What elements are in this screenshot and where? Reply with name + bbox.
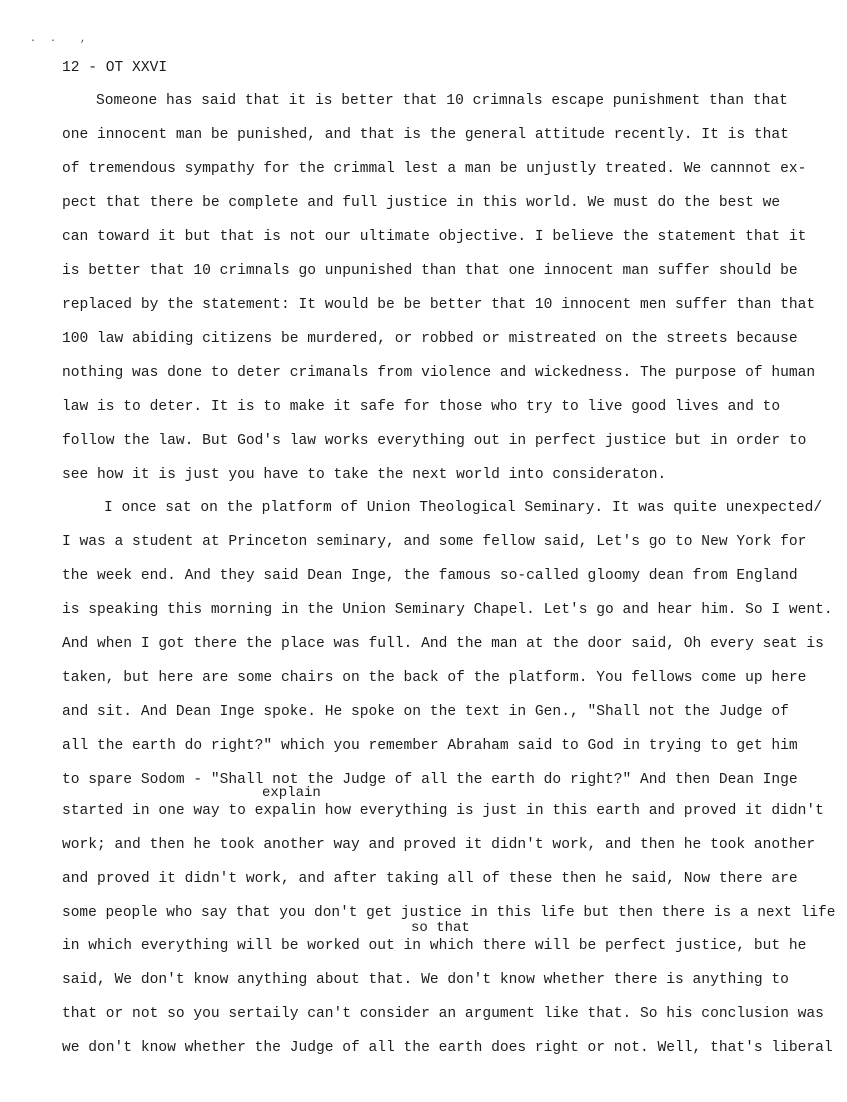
text-line: I once sat on the platform of Union Theological Seminary. It was quite unexpected/ [104, 500, 823, 516]
interlinear-insertion: so that [411, 920, 470, 936]
text-line: Someone has said that it is better that 10 crimnals escape punishment than that [96, 93, 788, 109]
text-line: work; and then he took another way and proved it didn't work, and then he took another [62, 837, 816, 853]
text-line: see how it is just you have to take the next world into consideraton. [62, 467, 667, 483]
text-line: I was a student at Princeton seminary, and some fellow said, Let's go to New York for [62, 534, 807, 550]
margin-marks: . . , [30, 34, 91, 45]
page-header: 12 - OT XXVI [62, 60, 168, 76]
text-line: we don't know whether the Judge of all the earth does right or not. Well, that's liberal [62, 1040, 833, 1056]
text-line: law is to deter. It is to make it safe for those who try to live good lives and to [62, 399, 781, 415]
text-line: started in one way to expalin how everything is just in this earth and proved it didn't [62, 803, 824, 819]
text-line: of tremendous sympathy for the crimmal lest a man be unjustly treated. We cannnot ex- [62, 161, 807, 177]
text-line: is better that 10 crimnals go unpunished than that one innocent man suffer should be [62, 263, 798, 279]
text-line: And when I got there the place was full. And the man at the door said, Oh every seat is [62, 636, 824, 652]
text-line: nothing was done to deter crimanals from violence and wickedness. The purpose of human [62, 365, 816, 381]
text-line: 100 law abiding citizens be murdered, or robbed or mistreated on the streets because [62, 331, 798, 347]
text-line: all the earth do right?" which you remember Abraham said to God in trying to get him [62, 738, 798, 754]
text-line: that or not so you sertaily can't consider an argument like that. So his conclusion was [62, 1006, 824, 1022]
text-line: and sit. And Dean Inge spoke. He spoke on the text in Gen., "Shall not the Judge of [62, 704, 789, 720]
text-line: follow the law. But God's law works everything out in perfect justice but in order to [62, 433, 807, 449]
text-line: in which everything will be worked out in which there will be perfect justice, but he [62, 938, 807, 954]
text-line: pect that there be complete and full justice in this world. We must do the best we [62, 195, 781, 211]
text-line: said, We don't know anything about that. We don't know whether there is anything to [62, 972, 789, 988]
text-line: some people who say that you don't get justice in this life but then there is a next life [62, 905, 836, 921]
text-line: and proved it didn't work, and after taking all of these then he said, Now there are [62, 871, 798, 887]
text-line: the week end. And they said Dean Inge, the famous so-called gloomy dean from England [62, 568, 798, 584]
text-line: can toward it but that is not our ultimate objective. I believe the statement that it [62, 229, 807, 245]
text-line: to spare Sodom - "Shall not the Judge of all the earth do right?" And then Dean Inge [62, 772, 798, 788]
text-line: is speaking this morning in the Union Seminary Chapel. Let's go and hear him. So I went. [62, 602, 833, 618]
text-line: replaced by the statement: It would be be better that 10 innocent men suffer than that [62, 297, 816, 313]
interlinear-insertion: explain [262, 785, 321, 801]
text-line: taken, but here are some chairs on the back of the platform. You fellows come up here [62, 670, 807, 686]
text-line: one innocent man be punished, and that is the general attitude recently. It is that [62, 127, 789, 143]
